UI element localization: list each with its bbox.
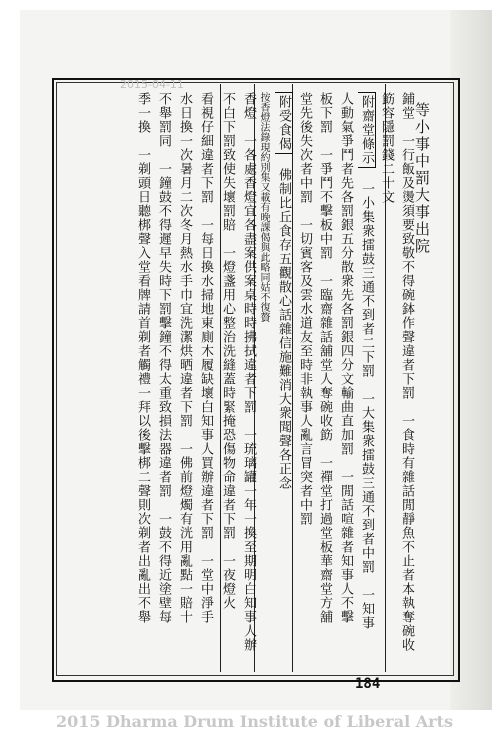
text-column [155, 92, 173, 667]
text-column [257, 92, 275, 667]
column-text [398, 92, 415, 652]
column-text [155, 92, 172, 624]
text-column [358, 92, 376, 667]
column-body: 季一換 一剃頭日聽梆聲入堂看牌請首剃者觸禮一拜以後擊梆二聲則次剃者出亂出不舉 [135, 92, 150, 624]
column-heading: 附受食偈 [275, 92, 293, 154]
text-column [337, 92, 355, 667]
text-column [316, 92, 334, 667]
column-text [257, 92, 269, 322]
column-text [134, 92, 151, 624]
column-gap [399, 120, 414, 134]
text-column [219, 92, 237, 667]
text-column [398, 92, 416, 667]
text-column [240, 92, 258, 667]
text-column [275, 92, 293, 667]
column-text [378, 92, 395, 204]
column-heading: 鋪堂 [399, 92, 414, 120]
column-text [337, 92, 354, 624]
column-text [219, 92, 236, 610]
column-body: 堂先後失次者中罰 一切賓客及雲水道友至時非執事人亂言冒突者中罰 [297, 92, 312, 526]
column-body: 一爭鬥不擊板中罰 一臨齋雜話舖堂人奪碗收筯 一禪堂打過堂板華齋堂方舖 [317, 148, 332, 624]
text-column [378, 92, 396, 667]
column-body: 一小集衆擂鼓三通不到者二下罰 一大集衆擂鼓三通不到者中罰 一知事 [359, 182, 374, 630]
institution-watermark: 2015 Dharma Drum Institute of Liberal Arts [56, 712, 453, 731]
column-body: 筯容隱罰錢二十文 [379, 92, 394, 204]
column-text [176, 92, 193, 624]
column-body: 佛制比丘食存五觀散心話雜信施難消大衆聞聲各正念 [276, 168, 291, 490]
column-body: 一各處香燈宜各盡案供案桌時時拂拭違者下罰 一琉璃罐一年一換至期明白知事人辦 [241, 134, 256, 652]
column-heading: 香燈 [241, 92, 256, 120]
column-body: 按香燈法錄現約別集又載有晚課偈與此略同姑不復贅 [258, 92, 269, 322]
column-heading: 附齋堂條示 [358, 92, 376, 168]
column-heading: 板下罰 [317, 92, 332, 134]
section-header: 等小事中罰大事出院 [413, 102, 431, 255]
column-body: 人動氣爭鬥者先各罰銀五分散衆先各罰銀四分文輸曲直加罰 一閒話喧雜者知事人不擊 [338, 92, 353, 624]
column-gap [276, 154, 291, 168]
column-text [275, 92, 292, 490]
column-gap [317, 134, 332, 148]
column-text [197, 92, 214, 624]
text-column [197, 92, 215, 667]
column-gap [241, 120, 256, 134]
column-text [296, 92, 313, 526]
column-text [316, 92, 333, 624]
column-text [358, 92, 375, 630]
column-body: 一行飯及燙須要致敬不得碗鉢作聲違者下罰 一食時有雜話閒靜魚不止者本執奪碗收 [399, 134, 414, 652]
column-body: 不舉罰同 一鐘鼓不得遲早失時下罰擊鐘不得太重致損法器違者罰 一鼓不得近塗壁每 [156, 92, 171, 624]
date-watermark: 2015-04-11 [120, 78, 184, 91]
column-body: 不白下罰致使失壞罰賠 一燈盞用心整治洗縫蓋時緊掩恐傷物命違者下罰 一夜燈火 [220, 92, 235, 610]
column-body: 水日換一次暑月二次冬月熱水手巾宜洗潔烘晒違者下罰 一佛前燈燭有洸用亂點一賠十 [177, 92, 192, 624]
column-text [240, 92, 257, 652]
text-column [176, 92, 194, 667]
column-body: 看視仔細違者下罰 一每日換水掃地東廁木履缺壞白知事人買辦違者下罰 一堂中淨手 [198, 92, 213, 624]
page-number: 184 [355, 676, 381, 692]
text-column [296, 92, 314, 667]
column-gap [359, 168, 374, 182]
text-column [134, 92, 152, 667]
